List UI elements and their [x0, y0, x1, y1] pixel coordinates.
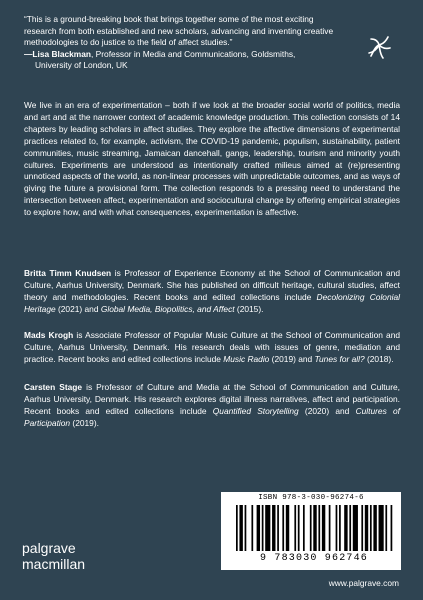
barcode-bar — [322, 505, 325, 551]
barcode-bar — [344, 505, 347, 551]
quote-affiliation: University of London, UK — [35, 60, 128, 71]
barcode-bar — [282, 505, 284, 551]
bio-book-title: Music Radio — [223, 353, 270, 364]
bio-text-end: (2019). — [70, 417, 99, 428]
barcode-bar — [370, 505, 372, 551]
barcode-bar — [294, 505, 296, 551]
bio-name: Carsten Stage — [24, 382, 83, 392]
barcode — [236, 505, 394, 551]
endorsement-quote — [24, 14, 344, 72]
quote-author-role: , Professor in Media and Communications, Goldsmiths, — [91, 48, 296, 59]
barcode-bar — [265, 505, 270, 551]
bio-book-title: Quantified Storytelling — [212, 405, 299, 416]
bio-book-title: Cultures of Participation — [24, 405, 400, 428]
barcode-bar — [262, 505, 264, 551]
barcode-bar — [277, 505, 279, 551]
publisher-url: www.palgrave.com — [328, 578, 399, 588]
bio-text-between: (2021) and — [55, 303, 101, 314]
barcode-bar — [286, 505, 289, 551]
barcode-bar — [303, 505, 305, 551]
barcode-bar — [361, 505, 363, 551]
barcode-bar — [339, 505, 341, 551]
isbn-digits: 9 783030 962746 — [259, 553, 368, 564]
barcode-bar — [373, 505, 376, 551]
bio-name: Mads Krogh — [24, 330, 74, 340]
barcode-bar — [365, 505, 368, 551]
barcode-bar — [313, 505, 316, 551]
barcode-bar — [385, 505, 387, 551]
description-paragraph: We live in an era of experimentation – both if we look at the broader social world of politics, media and art and at the narrower context of academic knowledge production. This collection consists of 14 chapters by leading scholars in affect studies. They explore the affective dimensions of experimental practices related to, for example, activism, the COVID-19 pandemic, populism, sustainability, patient communities, music streaming, Jamaican dancehall, gangs, leadership, tourism and minority youth cultures. Experiments are understood as intentionally crafted milieus aimed at (re)presenting unnoticed aspects of the world, as non-linear processes with unpredictable outcomes, and as ways of giving the future a provisional form. The collection responds to a pressing need to understand the intersection between affect, experimentation and sociocultural change by offering empirical strategies to explore how, and with what consequences, experimentation is affective. — [24, 100, 400, 218]
barcode-bar — [353, 505, 358, 551]
barcode-bar — [379, 505, 384, 551]
bio-text: is Professor of Experience Economy at the School of Communication and Culture, Aarhus University, Denmark. She has published on difficult heritage, cultural studies, affect theory and methodologies. Recent books and edited collections include — [24, 268, 400, 302]
barcode-bar — [310, 505, 312, 551]
barcode-bar — [251, 505, 253, 551]
publisher-name-line1: palgrave — [22, 540, 76, 556]
barcode-bar — [272, 505, 275, 551]
barcode-bar — [336, 505, 338, 551]
barcode-bar — [349, 505, 351, 551]
bio-britta-timm-knudsen — [24, 268, 400, 316]
bio-name: Britta Timm Knudsen — [24, 268, 112, 278]
barcode-bar — [257, 505, 260, 551]
bio-carsten-stage — [24, 382, 400, 430]
bio-book-title: Decolonizing Colonial Heritage — [24, 291, 401, 314]
quote-author: —Lisa Blackman — [24, 48, 92, 59]
springer-horse-icon — [362, 30, 396, 64]
bio-text: is Professor of Culture and Media at the School of Communication and Culture, Aarhus University, Denmark. His research explores digital illness narratives, affect and participation. Recent books and edited collections include — [24, 382, 400, 416]
bio-text-between: (2020) and — [298, 405, 356, 416]
bio-text: is Associate Professor of Popular Music Culture at the School of Communication and Culture, Aarhus University, Denmark. His research deals with issues of genre, mediation and practice. Recent books and edited collections include — [24, 330, 401, 364]
bio-book-title: Tunes for all? — [314, 353, 365, 364]
barcode-bar — [236, 505, 238, 551]
bio-book-title: Global Media, Biopolitics, and Affect — [100, 303, 235, 314]
quote-text: “This is a ground-breaking book that brings together some of the most exciting research from both established and new scholars, advancing and inventing creative methodologies to do justice to the field of affect studies.” — [24, 14, 334, 48]
barcode-bar — [318, 505, 320, 551]
bio-text-end: (2018). — [364, 353, 394, 364]
barcode-bar — [329, 505, 331, 551]
bio-text-end: (2015). — [234, 303, 264, 314]
barcode-bar — [298, 505, 300, 551]
bio-text-between: (2019) and — [269, 353, 315, 364]
publisher-logo — [22, 540, 85, 572]
bio-mads-krogh — [24, 330, 400, 366]
barcode-bar — [391, 505, 393, 551]
publisher-name-line2: macmillan — [22, 556, 86, 572]
barcode-bar — [239, 505, 242, 551]
isbn-label: ISBN 978-3-030-96274-6 — [258, 494, 364, 502]
barcode-bar — [245, 505, 247, 551]
quote-attribution — [24, 49, 344, 61]
book-description — [24, 100, 400, 231]
